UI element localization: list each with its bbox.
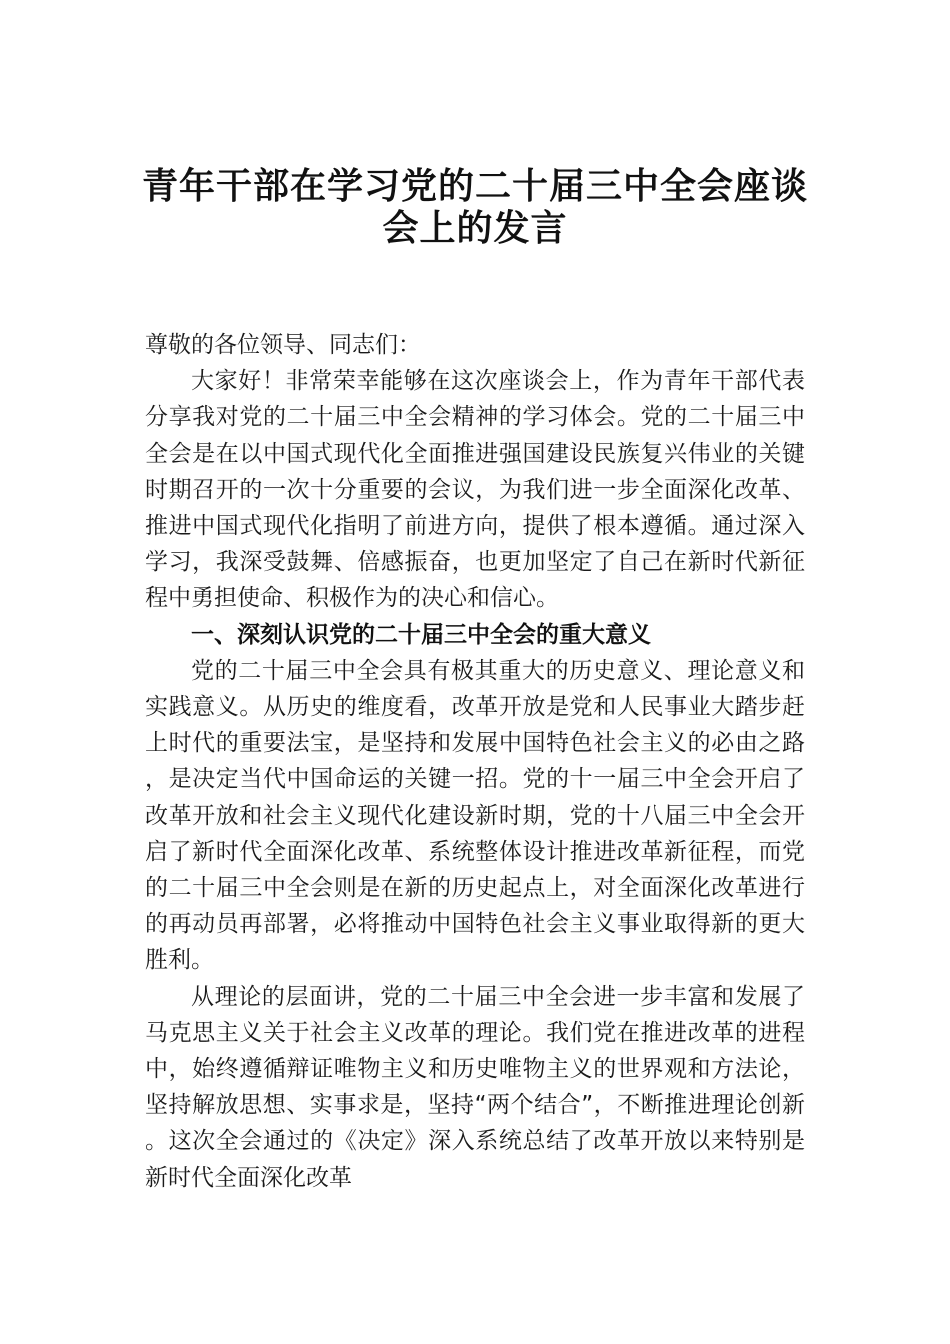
salutation: 尊敬的各位领导、同志们： — [145, 332, 421, 358]
document-title-line-1: 青年干部在学习党的二十届三中全会座谈 — [141, 165, 808, 207]
paragraph-historical-significance: 党的二十届三中全会具有极其重大的历史意义、理论意义和实践意义。从历史的维度看，改革开放是党和人民事业大踏步赶上时代的重要法宝，是坚持和发展中国特色社会主义的必由之路，是决定当代中国命运的关键一招。党的十一届三中全会开启了改革开放和社会主义现代化建设新时期，党的十八届三中全会开启了新时代全面深化改革、系统整体设计推进改革新征程，而党的二十届三中全会则是在新的历史起点上，对全面深化改革进行的再动员再部署，必将推动中国特色社会主义事业取得新的更大胜利。 — [145, 657, 805, 974]
paragraph-theoretical-significance: 从理论的层面讲，党的二十届三中全会进一步丰富和发展了马克思主义关于社会主义改革的理论。我们党在推进改革的进程中，始终遵循辩证唯物主义和历史唯物主义的世界观和方法论，坚持解放思想、实事求是，坚持“两个结合”，不断推进理论创新。这次全会通过的《决定》深入系统总结了改革开放以来特别是新时代全面深化改革 — [145, 983, 805, 1191]
document-body — [145, 327, 805, 1196]
paragraph-opening: 大家好！非常荣幸能够在这次座谈会上，作为青年干部代表分享我对党的二十届三中全会精神的学习体会。党的二十届三中全会是在以中国式现代化全面推进强国建设民族复兴伟业的关键时期召开的一次十分重要的会议，为我们进一步全面深化改革、推进中国式现代化指明了前进方向，提供了根本遵循。通过深入学习，我深受鼓舞、倍感振奋，也更加坚定了自己在新时代新征程中勇担使命、积极作为的决心和信心。 — [145, 368, 805, 612]
section-heading-1: 一、深刻认识党的二十届三中全会的重大意义 — [191, 621, 651, 648]
document-title-line-2: 会上的发言 — [382, 207, 568, 249]
